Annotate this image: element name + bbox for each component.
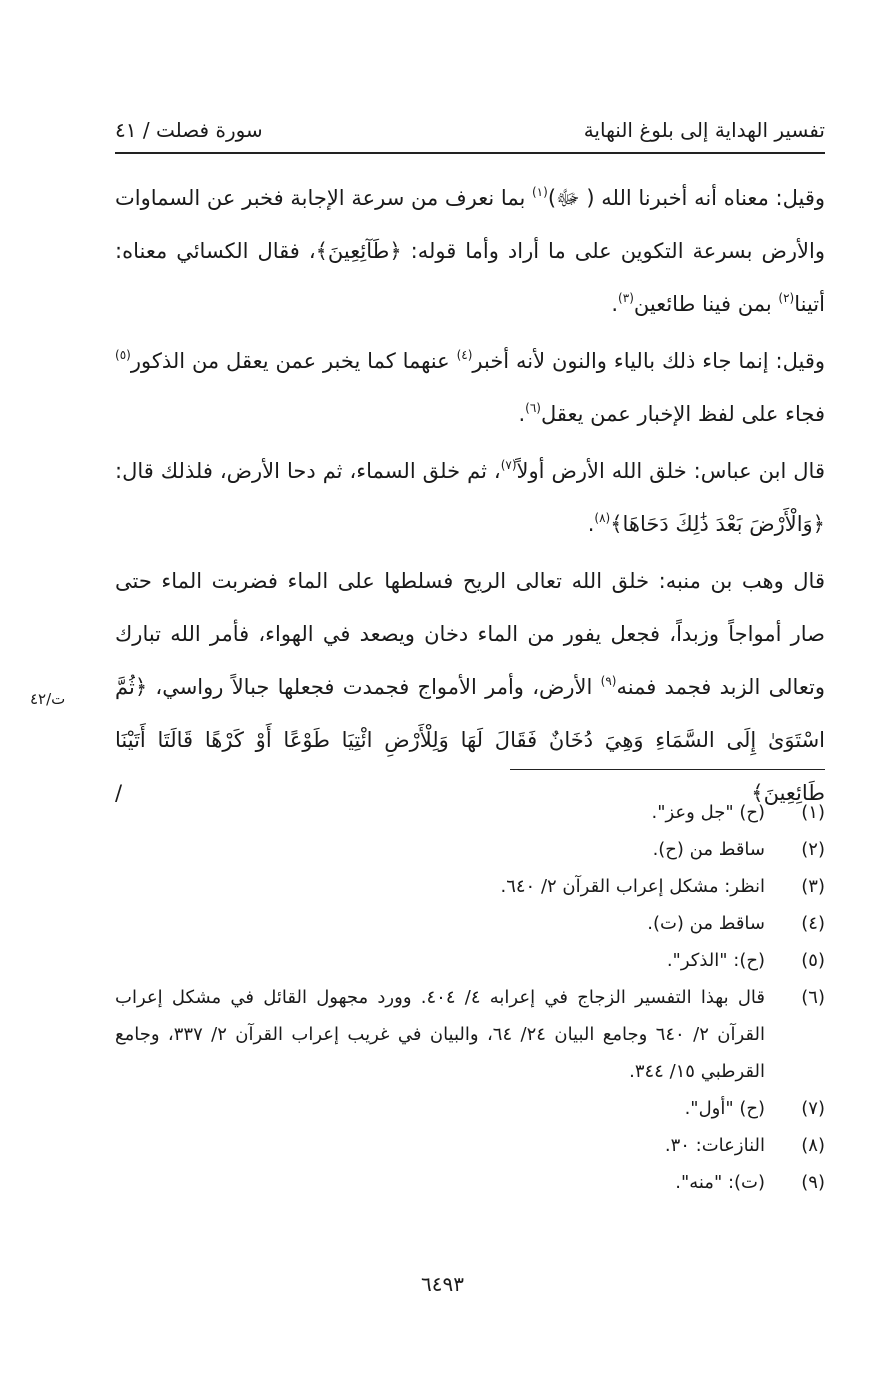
main-text bbox=[115, 172, 825, 824]
margin-note: ت/٤٢ bbox=[30, 690, 66, 708]
footnote-number: (٨) bbox=[801, 1135, 825, 1156]
footnote-text: (ح) "جل وعز". bbox=[651, 802, 765, 823]
footnote-text: النازعات: ٣٠. bbox=[664, 1135, 765, 1156]
footnote bbox=[115, 868, 825, 905]
text-segment: . bbox=[611, 292, 619, 316]
footnote-number: (٤) bbox=[801, 913, 825, 934]
text-segment: قال ابن عباس: خلق الله الأرض أولاً bbox=[516, 459, 825, 483]
footnote bbox=[115, 831, 825, 868]
text-segment: بما نعرف من سرعة الإجابة فخبر عن السماوات والأرض بسرعة التكوين على ما أراد وأما قوله: ﴿طَآئِعِينَ﴾، فقال الكسائي معناه: أتينا bbox=[115, 186, 825, 316]
sura-reference: سورة فصلت / ٤١ bbox=[115, 118, 263, 142]
footnote-text: انظر: مشكل إعراب القرآن ٢/ ٦٤٠. bbox=[500, 876, 765, 897]
footnote-text: ساقط من (ح). bbox=[652, 839, 765, 860]
footnote-number: (٢) bbox=[801, 839, 825, 860]
footnote-marker: (٣) bbox=[618, 291, 634, 305]
text-segment: ، ثم خلق السماء، ثم دحا الأرض، فلذلك قال: ﴿وَالْأَرْضَ بَعْدَ ذَٰلِكَ دَحَاهَا﴾ bbox=[115, 459, 825, 536]
footnote-rule bbox=[510, 769, 825, 770]
footnote-text: (ح) "أول". bbox=[684, 1098, 765, 1119]
page-number: ٦٤٩٣ bbox=[421, 1272, 464, 1296]
paragraph bbox=[115, 335, 825, 441]
footnote-text: (ت): "منه". bbox=[675, 1172, 765, 1193]
text-segment: فجاء على لفظ الإخبار عمن يعقل bbox=[540, 402, 825, 426]
paragraph bbox=[115, 555, 825, 820]
paragraph bbox=[115, 445, 825, 551]
footnote-number: (٣) bbox=[801, 876, 825, 897]
text-segment: الأرض، وأمر الأمواج فجمدت فجعلها جبالاً رواسي، ﴿ثُمَّ اسْتَوَىٰ إِلَى السَّمَاءِ وَهِيَ دُخَانٌ فَقَالَ لَهَا وَلِلْأَرْضِ ائْتِيَا طَوْعًا أَوْ كَرْهًا قَالَتَا أَتَيْنَا طَائِعِينَ﴾ / bbox=[115, 675, 825, 805]
footnote-marker: (٨) bbox=[594, 511, 611, 525]
footnote-number: (٦) bbox=[801, 987, 825, 1008]
footnote bbox=[115, 905, 825, 942]
footnote bbox=[115, 794, 825, 831]
text-segment: . bbox=[518, 402, 526, 426]
footnote-text: قال بهذا التفسير الزجاج في إعرابه ٤/ ٤٠٤. وورد مجهول القائل في مشكل إعراب القرآن ٢/ ٦٤٠ وجامع البيان ٢٤/ ٦٤، والبيان في غريب إعراب القرآن ٢/ ٣٣٧، وجامع القرطبي ١٥/ ٣٤٤. bbox=[115, 987, 766, 1082]
text-segment: قال وهب بن منبه: خلق الله تعالى الريح فسلطها على الماء فضربت الماء حتى صار أمواجاً وزبداً، فجعل يفور من الماء دخان ويصعد في الهواء، فأمر الله تبارك وتعالى الزبد فجمد فمنه bbox=[115, 569, 825, 699]
footnote-text: (ح): "الذكر". bbox=[666, 950, 765, 971]
footnote bbox=[115, 1164, 825, 1201]
text-segment: وقيل: معناه أنه أخبرنا الله ( ﷻ) bbox=[547, 186, 825, 210]
footnote-marker: (٩) bbox=[600, 674, 617, 688]
footnote-number: (٩) bbox=[801, 1172, 825, 1193]
book-title: تفسير الهداية إلى بلوغ النهاية bbox=[583, 118, 825, 142]
footnote-marker: (٢) bbox=[778, 291, 795, 305]
footnote-marker: (٥) bbox=[115, 348, 131, 362]
footnote-number: (٥) bbox=[801, 950, 825, 971]
footnote-number: (٧) bbox=[801, 1098, 825, 1119]
footnote bbox=[115, 979, 825, 1090]
text-segment: عنهما كما يخبر عمن يعقل من الذكور bbox=[130, 349, 457, 373]
text-segment: وقيل: إنما جاء ذلك بالياء والنون لأنه أخبر bbox=[472, 349, 826, 373]
footnote-marker: (٦) bbox=[525, 401, 541, 415]
header-rule bbox=[115, 152, 825, 154]
paragraph bbox=[115, 172, 825, 331]
footnote bbox=[115, 1127, 825, 1164]
text-segment: بمن فينا طائعين bbox=[633, 292, 779, 316]
footnote bbox=[115, 1090, 825, 1127]
running-header bbox=[115, 114, 825, 150]
footnote-marker: (٤) bbox=[456, 348, 473, 362]
footnote-marker: (١) bbox=[531, 185, 548, 199]
footnote-marker: (٧) bbox=[500, 458, 517, 472]
footnote-text: ساقط من (ت). bbox=[647, 913, 765, 934]
footnote bbox=[115, 942, 825, 979]
footnotes bbox=[115, 794, 825, 1201]
footnote-number: (١) bbox=[801, 802, 825, 823]
text-segment: . bbox=[587, 512, 595, 536]
